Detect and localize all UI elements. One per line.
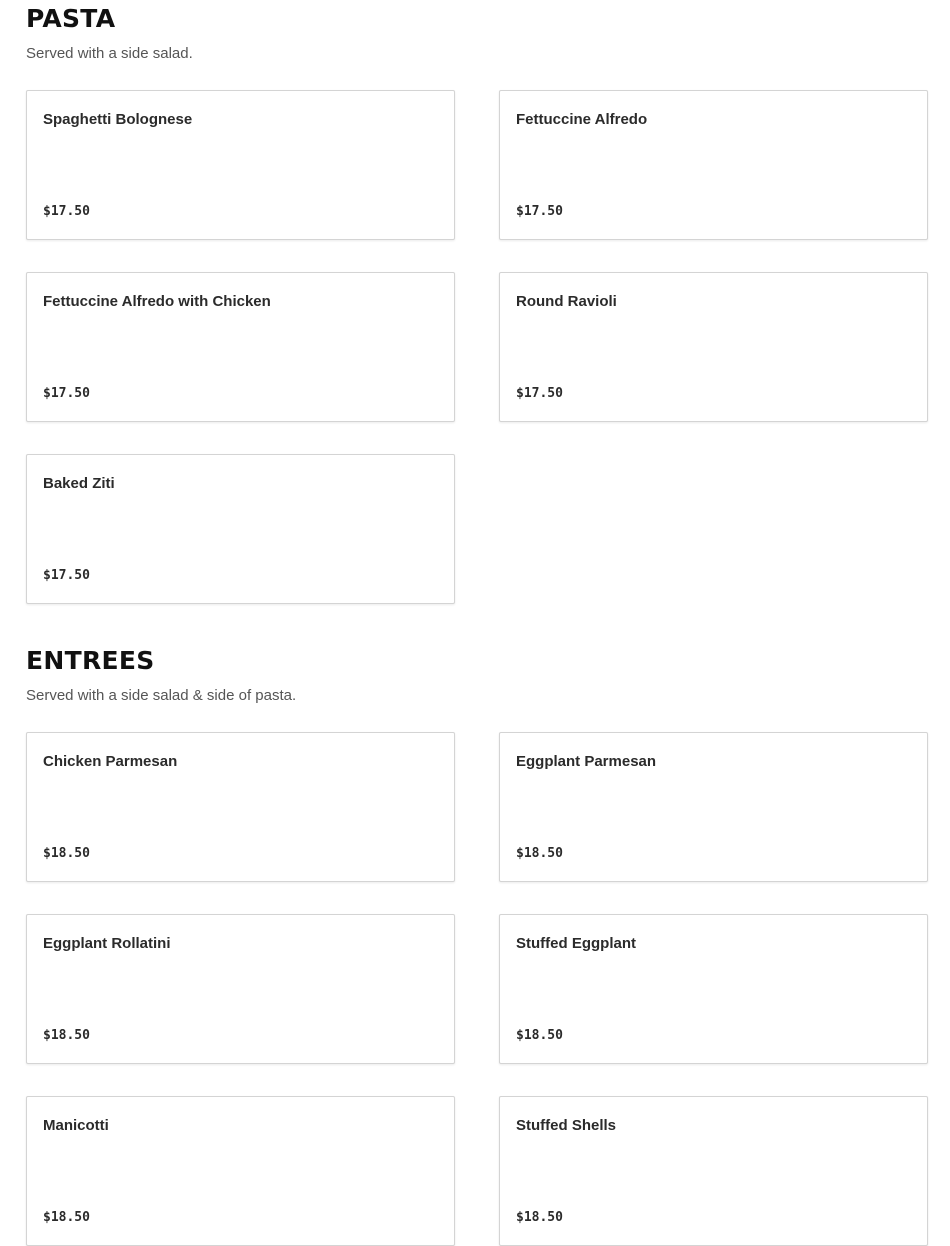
menu-item-card[interactable] (499, 272, 928, 422)
menu-item-price: $18.50 (43, 1210, 90, 1225)
menu-item-price: $17.50 (43, 386, 90, 401)
menu-item-price: $18.50 (43, 846, 90, 861)
menu-item-price: $17.50 (43, 204, 90, 219)
menu-item-price: $17.50 (43, 568, 90, 583)
menu-item-card[interactable] (499, 90, 928, 240)
menu-item-name: Fettuccine Alfredo with Chicken (43, 293, 271, 310)
menu-item-card[interactable] (26, 272, 455, 422)
menu-item-card[interactable] (26, 732, 455, 882)
menu-item-name: Stuffed Eggplant (516, 935, 636, 952)
section-pasta (26, 4, 928, 63)
menu-item-name: Eggplant Rollatini (43, 935, 171, 952)
menu-item-card[interactable] (499, 914, 928, 1064)
section-subtitle: Served with a side salad. (26, 45, 193, 62)
menu-item-name: Manicotti (43, 1117, 109, 1134)
menu-item-price: $18.50 (516, 1210, 563, 1225)
menu-item-card[interactable] (499, 732, 928, 882)
section-title: ENTREES (26, 646, 155, 675)
menu-item-card[interactable] (26, 90, 455, 240)
menu-item-price: $18.50 (516, 1028, 563, 1043)
menu-item-price: $18.50 (43, 1028, 90, 1043)
menu-item-name: Round Ravioli (516, 293, 617, 310)
menu-item-price: $17.50 (516, 204, 563, 219)
menu-item-name: Chicken Parmesan (43, 753, 178, 770)
menu-item-card[interactable] (26, 454, 455, 604)
section-entrees (26, 646, 928, 705)
menu-item-price: $18.50 (516, 846, 563, 861)
section-subtitle: Served with a side salad & side of pasta. (26, 687, 297, 704)
menu-item-card[interactable] (26, 1096, 455, 1246)
menu-item-price: $17.50 (516, 386, 563, 401)
menu-item-name: Spaghetti Bolognese (43, 111, 193, 128)
menu-item-name: Stuffed Shells (516, 1117, 617, 1134)
menu-item-card[interactable] (499, 1096, 928, 1246)
menu-item-name: Fettuccine Alfredo (516, 111, 648, 128)
menu-item-card[interactable] (26, 914, 455, 1064)
section-title: PASTA (26, 4, 116, 33)
menu-item-name: Eggplant Parmesan (516, 753, 657, 770)
menu-item-name: Baked Ziti (43, 475, 115, 492)
